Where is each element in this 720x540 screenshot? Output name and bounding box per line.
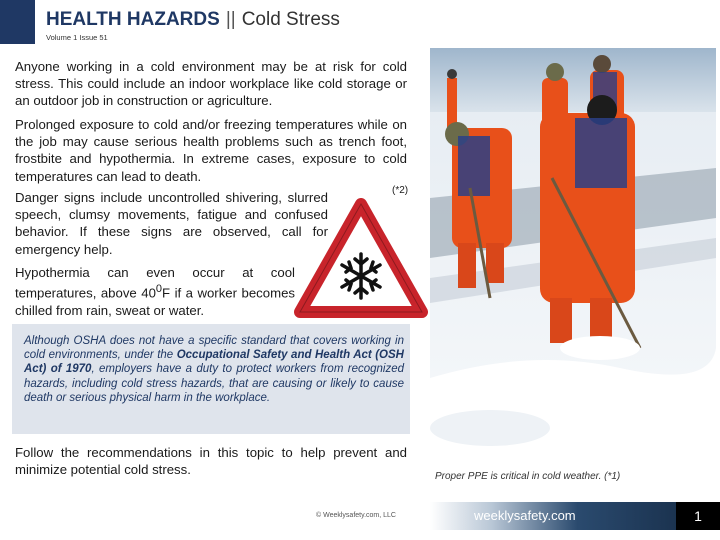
footer-brand-name: weeklysafety.com (474, 508, 576, 523)
paragraph-hypothermia (15, 264, 295, 319)
photo-caption: Proper PPE is critical in cold weather. (*1) (435, 471, 621, 482)
paragraph-danger-signs: Danger signs include uncontrolled shivering, slurred speech, clumsy movements, fatigue and confused behavior. If these signs are observed, call for emergency help. (15, 190, 328, 257)
paragraph-recommendations: Follow the recommendations in this topic to help prevent and minimize potential cold stress. (15, 445, 407, 478)
cold-warning-sign-icon (294, 198, 428, 318)
osha-note-box (12, 324, 410, 434)
osha-note-text (12, 324, 410, 405)
hypothermia-text-a: Hypothermia can even occur at cool temperatures, above 40 (15, 265, 295, 301)
title-main: HEALTH HAZARDS (46, 9, 220, 30)
degree-mark: 0 (155, 283, 163, 296)
hypothermia-text-b: F if a worker becomes chilled from rain, sweat or water. (15, 285, 296, 318)
paragraph-intro: Anyone working in a cold environment may be at risk for cold stress. This could include an indoor workplace like cold storage or an outdoor job in construction or agriculture. (15, 59, 407, 109)
paragraph-exposure: Prolonged exposure to cold and/or freezing temperatures while on the job may cause serious health problems such as trench foot, frostbite and hypothermia. In extreme cases, exposure to cold temperatures can lead to death. (15, 117, 407, 184)
osh-act-name: Occupational Safety and Health Act (OSH Act) of 1970 (24, 349, 404, 376)
workers-photo (430, 48, 716, 466)
page-title (46, 9, 340, 31)
title-separator: || (225, 9, 236, 30)
header-accent-bar (0, 0, 35, 44)
volume-issue: Volume 1 Issue 51 (46, 33, 108, 42)
osha-text-a: Although OSHA does not have a specific standard that covers working in cold environments, under the (24, 335, 404, 362)
sign-citation: (*2) (392, 185, 409, 196)
osha-text-b: , employers have a duty to protect workers from recognized hazards, including cold stress hazards, that are causing or likely to cause death or serious physical harm in the workplace. (24, 363, 405, 404)
page-number: 1 (676, 502, 720, 530)
title-topic: Cold Stress (241, 9, 340, 30)
footer-copyright: © Weeklysafety.com, LLC (316, 512, 396, 519)
footer-brand-bar (430, 502, 676, 530)
